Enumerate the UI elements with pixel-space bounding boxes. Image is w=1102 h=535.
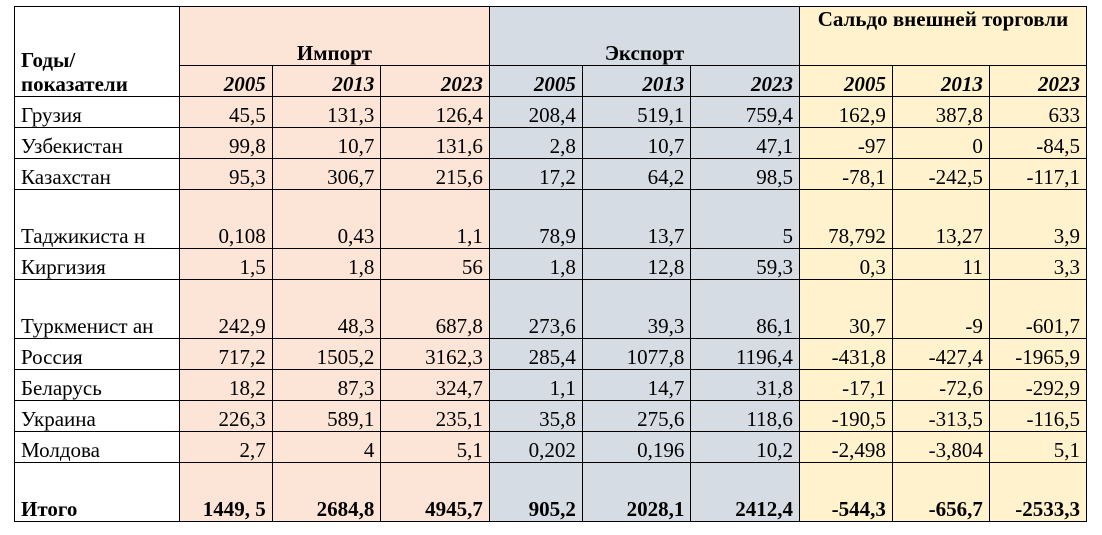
cell-bal: 30,7	[799, 280, 892, 339]
table-row	[15, 128, 1087, 159]
cell-exp: 47,1	[691, 128, 800, 159]
cell-exp: 0,196	[582, 432, 691, 463]
cell-bal: 387,8	[892, 97, 989, 128]
cell-imp: 95,3	[179, 159, 272, 190]
cell-imp: 126,4	[381, 97, 490, 128]
table-row	[15, 280, 1087, 339]
cell-bal: 0	[892, 128, 989, 159]
cell-exp: 14,7	[582, 370, 691, 401]
cell-exp: 98,5	[691, 159, 800, 190]
cell-bal: 3,9	[989, 190, 1086, 249]
cell-bal: 0,3	[799, 249, 892, 280]
cell-bal: -2,498	[799, 432, 892, 463]
cell-imp: 1,5	[179, 249, 272, 280]
year-header: 2013	[272, 66, 381, 97]
cell-imp: 226,3	[179, 401, 272, 432]
table-row	[15, 190, 1087, 249]
cell-bal: -17,1	[799, 370, 892, 401]
cell-bal: -427,4	[892, 339, 989, 370]
cell-exp: 519,1	[582, 97, 691, 128]
cell-exp: 0,202	[489, 432, 582, 463]
cell-bal: -72,6	[892, 370, 989, 401]
table-row	[15, 97, 1087, 128]
row-label: Узбекистан	[15, 128, 180, 159]
cell-imp: 324,7	[381, 370, 490, 401]
table-header	[15, 7, 1087, 97]
cell-exp: 275,6	[582, 401, 691, 432]
cell-imp: 4	[272, 432, 381, 463]
row-label: Туркменист ан	[15, 280, 180, 339]
cell-imp: 589,1	[272, 401, 381, 432]
cell-imp: 131,6	[381, 128, 490, 159]
cell-exp: 10,2	[691, 432, 800, 463]
cell-exp: 12,8	[582, 249, 691, 280]
cell-exp: 905,2	[489, 463, 582, 522]
cell-exp: 2,8	[489, 128, 582, 159]
row-label: Молдова	[15, 432, 180, 463]
cell-exp: 13,7	[582, 190, 691, 249]
cell-exp: 118,6	[691, 401, 800, 432]
cell-exp: 59,3	[691, 249, 800, 280]
year-header: 2013	[582, 66, 691, 97]
table-row	[15, 432, 1087, 463]
cell-bal: -190,5	[799, 401, 892, 432]
row-label: Россия	[15, 339, 180, 370]
cell-imp: 4945,7	[381, 463, 490, 522]
trade-table	[14, 6, 1087, 522]
year-header: 2005	[799, 66, 892, 97]
cell-bal: 11	[892, 249, 989, 280]
cell-imp: 0,43	[272, 190, 381, 249]
cell-imp: 45,5	[179, 97, 272, 128]
cell-exp: 64,2	[582, 159, 691, 190]
group-header-balance: Сальдо внешней торговли	[799, 7, 1086, 66]
cell-exp: 2028,1	[582, 463, 691, 522]
row-label: Грузия	[15, 97, 180, 128]
cell-bal: 78,792	[799, 190, 892, 249]
cell-imp: 1505,2	[272, 339, 381, 370]
cell-exp: 1,1	[489, 370, 582, 401]
cell-imp: 0,108	[179, 190, 272, 249]
cell-exp: 273,6	[489, 280, 582, 339]
year-header: 2005	[179, 66, 272, 97]
cell-imp: 215,6	[381, 159, 490, 190]
row-label: Таджикиста н	[15, 190, 180, 249]
cell-exp: 759,4	[691, 97, 800, 128]
row-label: Киргизия	[15, 249, 180, 280]
row-label: Украина	[15, 401, 180, 432]
cell-imp: 5,1	[381, 432, 490, 463]
cell-bal: 13,27	[892, 190, 989, 249]
cell-exp: 78,9	[489, 190, 582, 249]
cell-imp: 18,2	[179, 370, 272, 401]
cell-exp: 285,4	[489, 339, 582, 370]
corner-label: Годы/ показатели	[21, 48, 128, 96]
group-header-export: Экспорт	[489, 7, 799, 66]
cell-bal: 633	[989, 97, 1086, 128]
row-label: Казахстан	[15, 159, 180, 190]
cell-bal: -242,5	[892, 159, 989, 190]
row-label: Итого	[15, 463, 180, 522]
cell-exp: 1,8	[489, 249, 582, 280]
cell-bal: -3,804	[892, 432, 989, 463]
cell-bal: -9	[892, 280, 989, 339]
cell-imp: 242,9	[179, 280, 272, 339]
cell-imp: 717,2	[179, 339, 272, 370]
cell-exp: 5	[691, 190, 800, 249]
cell-exp: 208,4	[489, 97, 582, 128]
corner-header	[15, 7, 180, 97]
cell-bal: 162,9	[799, 97, 892, 128]
cell-bal: -84,5	[989, 128, 1086, 159]
cell-bal: -292,9	[989, 370, 1086, 401]
cell-imp: 1,1	[381, 190, 490, 249]
header-row-groups	[15, 7, 1087, 66]
cell-bal: -313,5	[892, 401, 989, 432]
cell-bal: -2533,3	[989, 463, 1086, 522]
cell-bal: -601,7	[989, 280, 1086, 339]
cell-bal: 3,3	[989, 249, 1086, 280]
cell-exp: 86,1	[691, 280, 800, 339]
cell-imp: 235,1	[381, 401, 490, 432]
total-row	[15, 463, 1087, 522]
table-row	[15, 159, 1087, 190]
cell-bal: -78,1	[799, 159, 892, 190]
cell-imp: 99,8	[179, 128, 272, 159]
table-row	[15, 339, 1087, 370]
cell-exp: 10,7	[582, 128, 691, 159]
cell-exp: 39,3	[582, 280, 691, 339]
cell-imp: 2684,8	[272, 463, 381, 522]
cell-imp: 131,3	[272, 97, 381, 128]
cell-exp: 17,2	[489, 159, 582, 190]
cell-bal: -116,5	[989, 401, 1086, 432]
cell-bal: -97	[799, 128, 892, 159]
row-label: Беларусь	[15, 370, 180, 401]
cell-bal: -544,3	[799, 463, 892, 522]
cell-bal: -1965,9	[989, 339, 1086, 370]
cell-bal: 5,1	[989, 432, 1086, 463]
cell-imp: 87,3	[272, 370, 381, 401]
cell-bal: -117,1	[989, 159, 1086, 190]
cell-imp: 48,3	[272, 280, 381, 339]
year-header: 2023	[381, 66, 490, 97]
cell-bal: -656,7	[892, 463, 989, 522]
cell-imp: 1,8	[272, 249, 381, 280]
cell-exp: 35,8	[489, 401, 582, 432]
table-body	[15, 97, 1087, 522]
year-header: 2005	[489, 66, 582, 97]
cell-exp: 1196,4	[691, 339, 800, 370]
cell-exp: 2412,4	[691, 463, 800, 522]
cell-imp: 687,8	[381, 280, 490, 339]
cell-imp: 56	[381, 249, 490, 280]
cell-imp: 10,7	[272, 128, 381, 159]
year-header: 2023	[989, 66, 1086, 97]
cell-imp: 2,7	[179, 432, 272, 463]
cell-imp: 3162,3	[381, 339, 490, 370]
table-row	[15, 249, 1087, 280]
cell-imp: 306,7	[272, 159, 381, 190]
cell-exp: 1077,8	[582, 339, 691, 370]
group-header-import: Импорт	[179, 7, 489, 66]
table-row	[15, 401, 1087, 432]
cell-imp: 1449, 5	[179, 463, 272, 522]
cell-exp: 31,8	[691, 370, 800, 401]
year-header: 2023	[691, 66, 800, 97]
table-row	[15, 370, 1087, 401]
cell-bal: -431,8	[799, 339, 892, 370]
year-header: 2013	[892, 66, 989, 97]
